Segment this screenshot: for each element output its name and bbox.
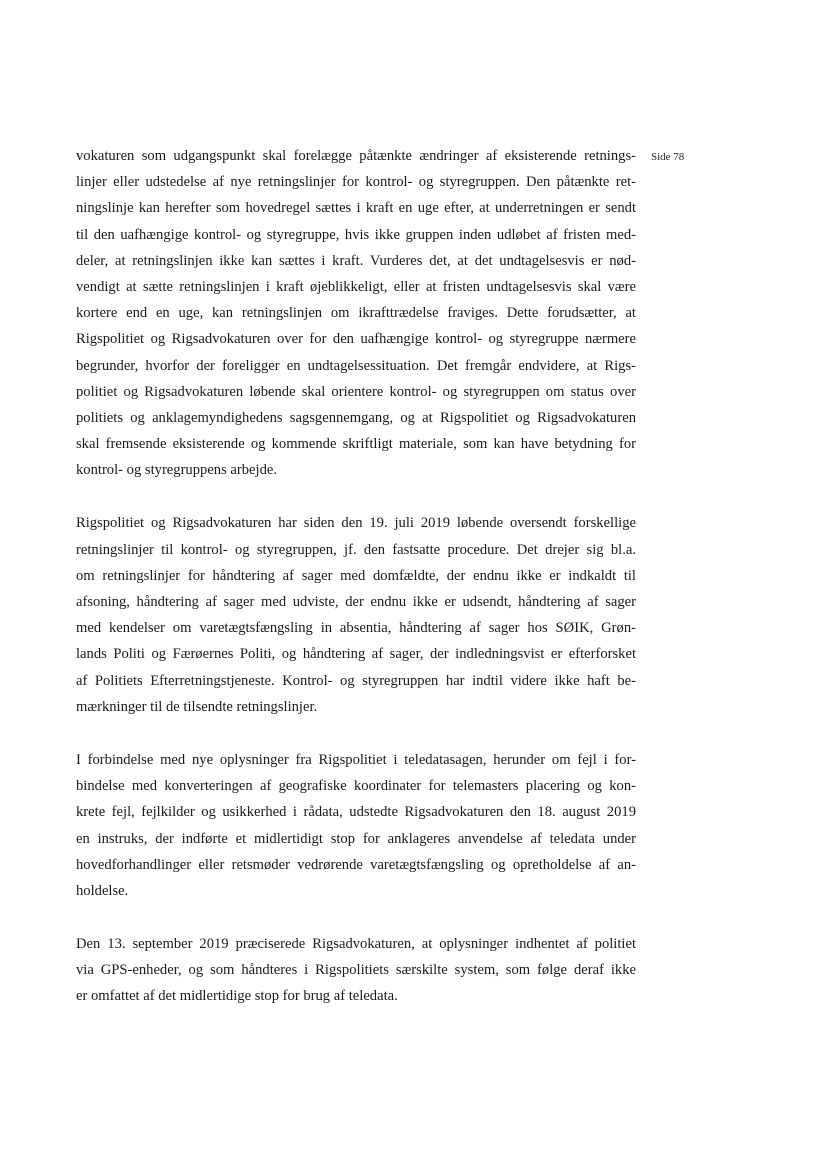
- text-line: linjer eller udstedelse af nye retningslinjer for kontrol- og styregruppen. Den påtænkte ret-: [76, 174, 636, 191]
- paragraph-spacer: [76, 904, 636, 931]
- text-line: Rigspolitiet og Rigsadvokaturen har siden den 19. juli 2019 løbende oversendt forskellige: [76, 515, 636, 532]
- text-line: en instruks, der indførte et midlertidigt stop for anklageres anvendelse af teledata under: [76, 830, 636, 847]
- text-line: mærkninger til de tilsendte retningslinjer.: [76, 698, 318, 715]
- paragraph-spacer: [76, 483, 636, 510]
- text-line: om retningslinjer for håndtering af sager med domfældte, der endnu ikke er indkaldt til: [76, 567, 636, 584]
- text-line: I forbindelse med nye oplysninger fra Rigspolitiet i teledatasagen, herunder om fejl i for-: [76, 751, 636, 768]
- text-line: til den uafhængige kontrol- og styregruppe, hvis ikke gruppen inden udløbet af fristen med-: [76, 226, 636, 243]
- paragraph-1: [76, 143, 636, 483]
- text-line: vendigt at sætte retningslinjen i kraft øjeblikkeligt, eller at fristen undtagelsesvis skal være: [76, 278, 636, 295]
- text-line: holdelse.: [76, 882, 129, 899]
- text-line: Den 13. september 2019 præciserede Rigsadvokaturen, at oplysninger indhentet af politiet: [76, 936, 636, 953]
- text-line: skal fremsende eksisterende og kommende skriftligt materiale, som kan have betydning for: [76, 436, 636, 453]
- text-line: af Politiets Efterretningstjeneste. Kontrol- og styregruppen har indtil videre ikke haft be-: [76, 672, 636, 689]
- text-line: ningslinje kan herefter som hovedregel sættes i kraft en uge efter, at underretningen er sendt: [76, 200, 636, 217]
- text-line: begrunder, hvorfor der foreligger en undtagelsessituation. Det fremgår endvidere, at Rigs-: [76, 357, 636, 374]
- text-line: er omfattet af det midlertidige stop for brug af teledata.: [76, 988, 398, 1005]
- text-line: lands Politi og Færøernes Politi, og håndtering af sager, der indledningsvist er efterforsket: [76, 646, 636, 663]
- paragraph-2: [76, 510, 636, 720]
- paragraph-spacer: [76, 720, 636, 747]
- page-number: Side 78: [651, 151, 685, 163]
- text-line: politiets og anklagemyndighedens sagsgennemgang, og at Rigspolitiet og Rigsadvokaturen: [76, 409, 636, 426]
- text-line: vokaturen som udgangspunkt skal forelægge påtænkte ændringer af eksisterende retnings-: [76, 148, 636, 164]
- text-line: retningslinjer til kontrol- og styregruppen, jf. den fastsatte procedure. Det drejer sig bl.a.: [76, 541, 636, 558]
- text-line: afsoning, håndtering af sager med udviste, der endnu ikke er udsendt, håndtering af sager: [76, 594, 636, 610]
- text-line: kontrol- og styregruppens arbejde.: [76, 462, 278, 479]
- text-line: politiet og Rigsadvokaturen løbende skal orientere kontrol- og styregruppen om status over: [76, 383, 636, 400]
- paragraph-3: [76, 747, 636, 904]
- text-line: deler, at retningslinjen ikke kan sættes i kraft. Vurderes det, at det undtagelsesvis er nød-: [76, 252, 636, 269]
- text-line: bindelse med konverteringen af geografiske koordinater for telemasters placering og kon-: [76, 778, 636, 795]
- text-line: med kendelser om varetægtsfængsling in absentia, håndtering af sager hos SØIK, Grøn-: [76, 620, 636, 637]
- paragraph-4: [76, 931, 636, 1010]
- text-line: krete fejl, fejlkilder og usikkerhed i rådata, udstedte Rigsadvokaturen den 18. august 2019: [76, 804, 636, 821]
- text-line: Rigspolitiet og Rigsadvokaturen over for den uafhængige kontrol- og styregruppe nærmere: [76, 331, 636, 348]
- text-line: hovedforhandlinger eller retsmøder vedrørende varetægtsfængsling og opretholdelse af an-: [76, 856, 636, 873]
- document-body: [76, 143, 636, 1010]
- text-line: kortere end en uge, kan retningslinjen om ikrafttrædelse fraviges. Dette forudsætter, at: [76, 305, 636, 322]
- text-line: via GPS-enheder, og som håndteres i Rigspolitiets særskilte system, som følge deraf ikke: [76, 962, 636, 979]
